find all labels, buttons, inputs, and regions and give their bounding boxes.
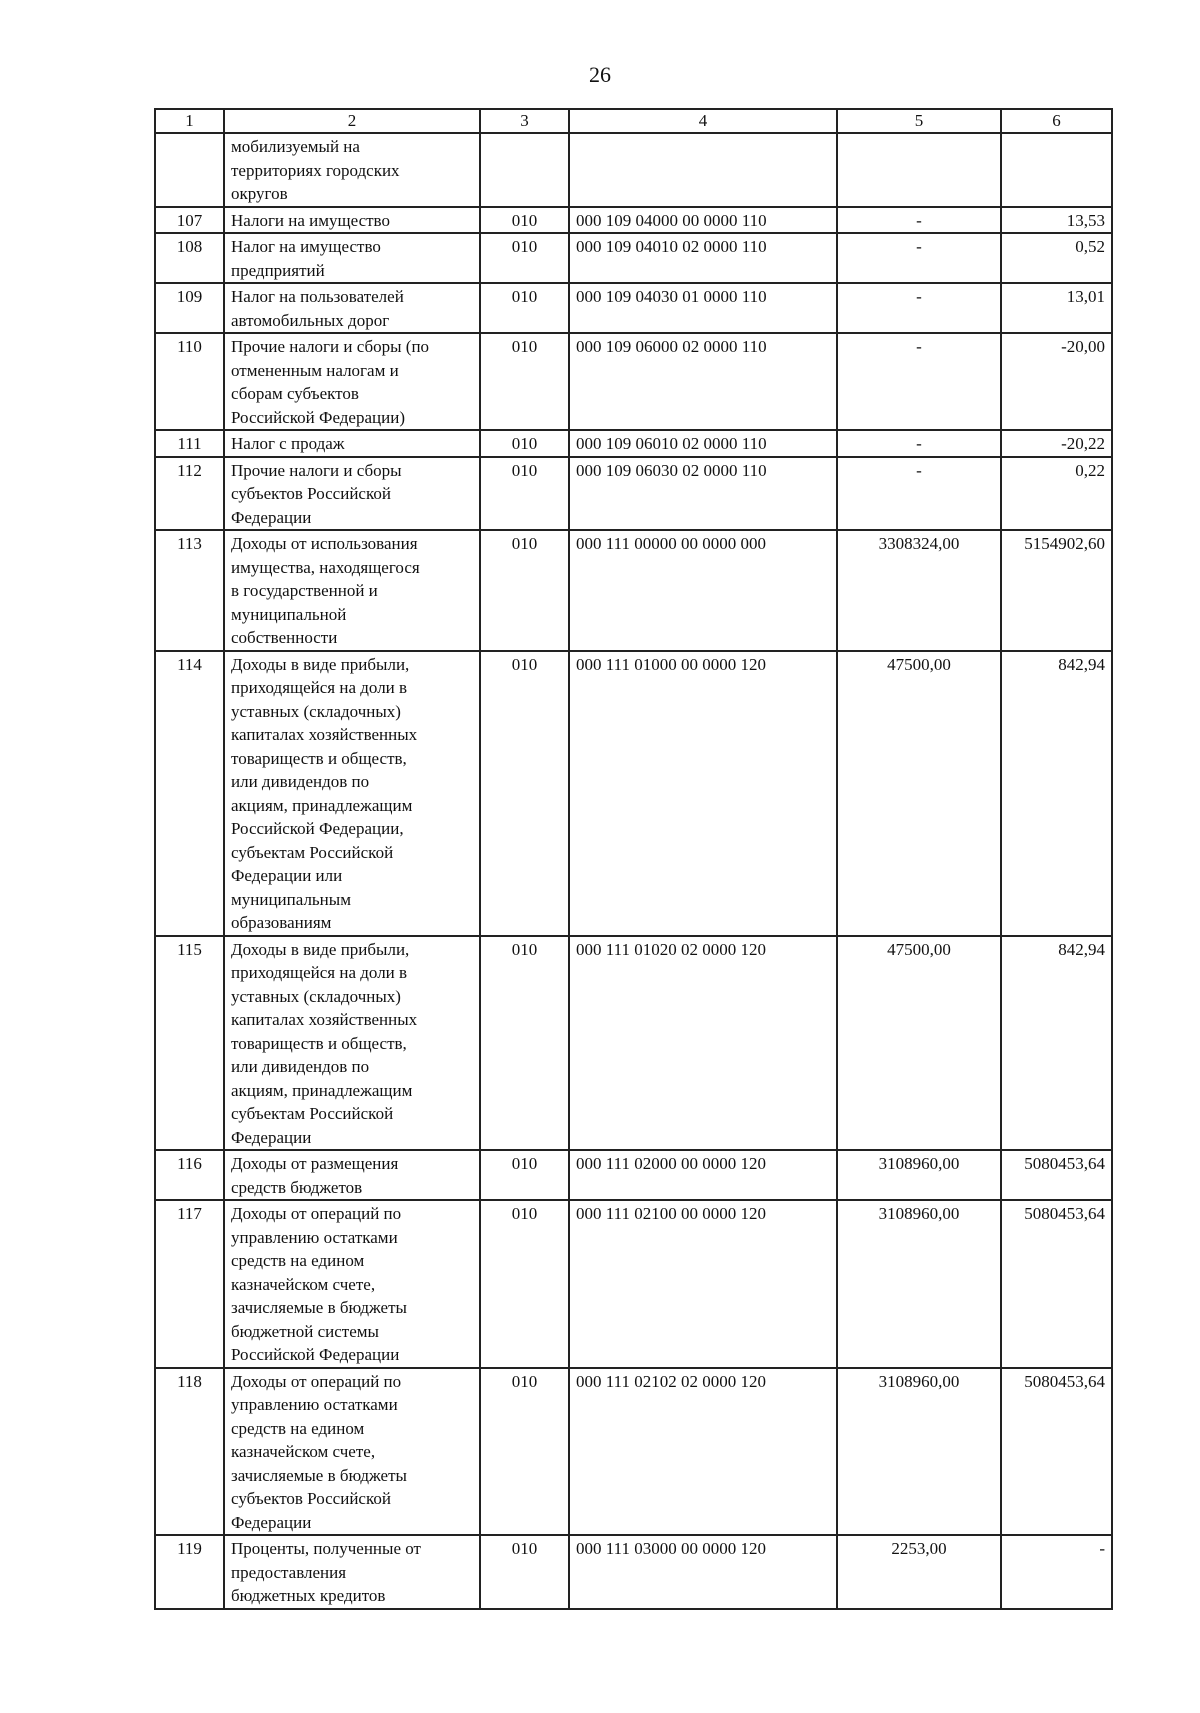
actual-amount-cell: 0,52 [1001,233,1112,283]
table-row [155,530,1112,651]
planned-amount-cell: - [837,457,1001,531]
admin-code-cell: 010 [480,936,569,1151]
budget-code-cell: 000 111 00000 00 0000 000 [569,530,837,651]
admin-code-cell: 010 [480,283,569,333]
budget-code-cell: 000 111 02102 02 0000 120 [569,1368,837,1536]
actual-amount-cell: 13,01 [1001,283,1112,333]
budget-code-cell [569,133,837,207]
table-row [155,1200,1112,1368]
table-row [155,457,1112,531]
admin-code-cell: 010 [480,233,569,283]
planned-amount-cell: - [837,207,1001,234]
planned-amount-cell: - [837,430,1001,457]
income-name-cell: Доходы в виде прибыли, приходящейся на доли в уставных (складочных) капиталах хозяйственных товариществ и обществ, или дивидендов по акциям, принадлежащим субъектам Российской Федерации [224,936,480,1151]
row-number-cell: 119 [155,1535,224,1609]
income-name-cell: Доходы в виде прибыли, приходящейся на доли в уставных (складочных) капиталах хозяйственных товариществ и обществ, или дивидендов по акциям, принадлежащим Российской Федерации, субъектам Российской Федерации или муниципальным образованиям [224,651,480,936]
actual-amount-cell: 5080453,64 [1001,1200,1112,1368]
table-row [155,651,1112,936]
admin-code-cell [480,133,569,207]
row-number-cell: 113 [155,530,224,651]
planned-amount-cell [837,133,1001,207]
column-header: 5 [837,109,1001,133]
planned-amount-cell: 3308324,00 [837,530,1001,651]
row-number-cell: 107 [155,207,224,234]
admin-code-cell: 010 [480,530,569,651]
budget-code-cell: 000 109 04030 01 0000 110 [569,283,837,333]
admin-code-cell: 010 [480,1535,569,1609]
income-name-cell: Налог на пользователей автомобильных дорог [224,283,480,333]
admin-code-cell: 010 [480,333,569,430]
income-name-cell: Доходы от операций по управлению остатками средств на едином казначейском счете, зачисляемые в бюджеты бюджетной системы Российской Федерации [224,1200,480,1368]
table-row [155,1150,1112,1200]
planned-amount-cell: 47500,00 [837,651,1001,936]
budget-code-cell: 000 111 03000 00 0000 120 [569,1535,837,1609]
planned-amount-cell: 3108960,00 [837,1368,1001,1536]
table-header-row [155,109,1112,133]
row-number-cell: 108 [155,233,224,283]
column-header: 6 [1001,109,1112,133]
actual-amount-cell: 5154902,60 [1001,530,1112,651]
row-number-cell: 116 [155,1150,224,1200]
planned-amount-cell: - [837,333,1001,430]
actual-amount-cell: 0,22 [1001,457,1112,531]
row-number-cell: 114 [155,651,224,936]
table-row [155,333,1112,430]
income-name-cell: Налоги на имущество [224,207,480,234]
budget-code-cell: 000 109 04010 02 0000 110 [569,233,837,283]
planned-amount-cell: 3108960,00 [837,1200,1001,1368]
budget-table [154,108,1113,1610]
actual-amount-cell: 5080453,64 [1001,1150,1112,1200]
income-name-cell: Прочие налоги и сборы (по отмененным налогам и сборам субъектов Российской Федерации) [224,333,480,430]
actual-amount-cell: 842,94 [1001,936,1112,1151]
page-number: 26 [589,62,611,87]
budget-code-cell: 000 111 01000 00 0000 120 [569,651,837,936]
actual-amount-cell: 5080453,64 [1001,1368,1112,1536]
planned-amount-cell: 3108960,00 [837,1150,1001,1200]
income-name-cell: Налог с продаж [224,430,480,457]
table-row [155,936,1112,1151]
income-name-cell: мобилизуемый на территориях городских округов [224,133,480,207]
actual-amount-cell [1001,133,1112,207]
admin-code-cell: 010 [480,1368,569,1536]
admin-code-cell: 010 [480,1150,569,1200]
table-row [155,133,1112,207]
admin-code-cell: 010 [480,651,569,936]
budget-code-cell: 000 109 06030 02 0000 110 [569,457,837,531]
row-number-cell: 117 [155,1200,224,1368]
budget-code-cell: 000 109 06010 02 0000 110 [569,430,837,457]
column-header: 1 [155,109,224,133]
actual-amount-cell: 842,94 [1001,651,1112,936]
table-row [155,207,1112,234]
row-number-cell: 118 [155,1368,224,1536]
actual-amount-cell: -20,22 [1001,430,1112,457]
column-header: 3 [480,109,569,133]
planned-amount-cell: 2253,00 [837,1535,1001,1609]
table-body [155,133,1112,1609]
admin-code-cell: 010 [480,430,569,457]
budget-code-cell: 000 111 02000 00 0000 120 [569,1150,837,1200]
income-name-cell: Налог на имущество предприятий [224,233,480,283]
actual-amount-cell: 13,53 [1001,207,1112,234]
row-number-cell: 111 [155,430,224,457]
admin-code-cell: 010 [480,207,569,234]
budget-code-cell: 000 109 04000 00 0000 110 [569,207,837,234]
planned-amount-cell: 47500,00 [837,936,1001,1151]
row-number-cell: 110 [155,333,224,430]
budget-code-cell: 000 111 01020 02 0000 120 [569,936,837,1151]
income-name-cell: Проценты, полученные от предоставления бюджетных кредитов [224,1535,480,1609]
row-number-cell: 109 [155,283,224,333]
row-number-cell: 115 [155,936,224,1151]
budget-code-cell: 000 109 06000 02 0000 110 [569,333,837,430]
actual-amount-cell: -20,00 [1001,333,1112,430]
table-row [155,283,1112,333]
row-number-cell [155,133,224,207]
planned-amount-cell: - [837,233,1001,283]
row-number-cell: 112 [155,457,224,531]
table-row [155,430,1112,457]
income-name-cell: Доходы от размещения средств бюджетов [224,1150,480,1200]
budget-code-cell: 000 111 02100 00 0000 120 [569,1200,837,1368]
table-row [155,233,1112,283]
income-name-cell: Доходы от операций по управлению остатками средств на едином казначейском счете, зачисляемые в бюджеты субъектов Российской Федерации [224,1368,480,1536]
income-name-cell: Доходы от использования имущества, находящегося в государственной и муниципальной собственности [224,530,480,651]
column-header: 4 [569,109,837,133]
table-row [155,1535,1112,1609]
admin-code-cell: 010 [480,1200,569,1368]
actual-amount-cell: - [1001,1535,1112,1609]
column-header: 2 [224,109,480,133]
planned-amount-cell: - [837,283,1001,333]
table-row [155,1368,1112,1536]
admin-code-cell: 010 [480,457,569,531]
income-name-cell: Прочие налоги и сборы субъектов Российской Федерации [224,457,480,531]
